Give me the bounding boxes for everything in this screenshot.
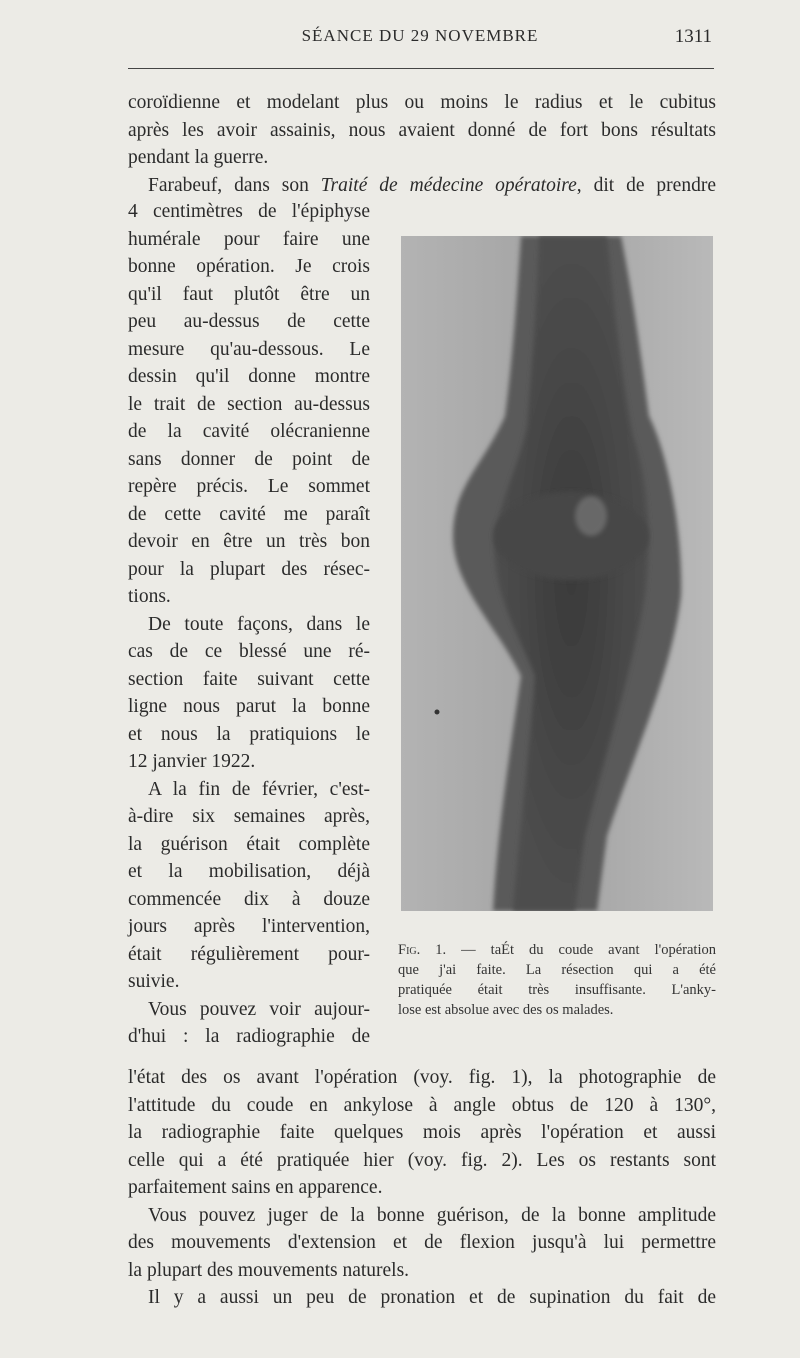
text-line: celle qui a été pratiquée hier (voy. fig. 2). Les os restants sont: [128, 1149, 716, 1171]
text-line: était régulièrement pour-: [128, 943, 370, 965]
text-line: et nous la pratiquions le: [128, 723, 370, 745]
left-column-text: [128, 198, 370, 1051]
text-line: sans donner de point de: [128, 448, 370, 470]
running-title: SÉANCE DU 29 NOVEMBRE: [301, 26, 539, 45]
text-line: la guérison était complète: [128, 833, 370, 855]
text-line: l'état des os avant l'opération (voy. fig. 1), la photographie de: [128, 1067, 716, 1088]
text-line: à-dire six semaines après,: [128, 806, 370, 827]
text-line: bonne opération. Je crois: [128, 256, 370, 277]
caption-text: — taÉt du coude avant l'opération: [446, 942, 716, 958]
text-line: l'attitude du coude en ankylose à angle obtus de 120 à 130°,: [128, 1094, 716, 1116]
figure-caption: [398, 940, 716, 1020]
text-line: après les avoir assainis, nous avaient donné de fort bons résultats: [128, 119, 716, 141]
text-line: humérale pour faire une: [128, 228, 370, 250]
text-line: mesure qu'au-dessous. Le: [128, 338, 370, 360]
caption-line: pratiquée était très insuffisante. L'anky-: [398, 982, 716, 998]
book-title: Traité de médecine opératoire: [320, 174, 577, 196]
running-header: [128, 26, 712, 50]
text-line: et la mobilisation, déjà: [128, 861, 370, 882]
opening-paragraph: [128, 89, 716, 199]
text-line: ligne nous parut la bonne: [128, 696, 370, 717]
text-line: De toute façons, dans le: [148, 613, 370, 635]
text-line: devoir en être un très bon: [128, 531, 370, 552]
text-line: la radiographie faite quelques mois après l'opération et aussi: [128, 1122, 716, 1143]
text-line: coroïdienne et modelant plus ou moins le radius et le cubitus: [128, 92, 716, 113]
text-line: dessin qu'il donne montre: [128, 366, 370, 387]
text-line: de la cavité olécranienne: [128, 421, 370, 442]
radiograph-figure: [401, 236, 713, 911]
text-line: de cette cavité me paraît: [128, 503, 370, 525]
text-line: commencée dix à douze: [128, 888, 370, 910]
text-line: la plupart des mouvements naturels.: [128, 1259, 410, 1281]
text-line: pendant la guerre.: [128, 147, 269, 168]
text-line: peu au-dessus de cette: [128, 311, 370, 332]
text-line: Vous pouvez voir aujour-: [148, 998, 370, 1020]
text-line: A la fin de février, c'est-: [148, 778, 370, 800]
text-line: 12 janvier 1922.: [128, 751, 256, 772]
text-line: section faite suivant cette: [128, 668, 370, 690]
text-line: le trait de section au-dessus: [128, 393, 370, 415]
page-number: 1311: [674, 26, 712, 47]
text-line: qu'il faut plutôt être un: [128, 283, 370, 305]
text-line: tions.: [128, 586, 171, 607]
text-line: repère précis. Le sommet: [128, 476, 370, 497]
radiograph-image: [401, 236, 713, 911]
text-line: d'hui : la radiographie de: [128, 1026, 370, 1047]
farabeuf-line: [128, 172, 716, 200]
text-line: Il y a aussi un peu de pronation et de supination du fait de: [148, 1287, 716, 1308]
text-line: Vous pouvez juger de la bonne guérison, de la bonne amplitude: [148, 1204, 716, 1226]
caption-line: que j'ai faite. La résection qui a été: [398, 962, 716, 978]
text-line: jours après l'intervention,: [128, 916, 370, 937]
header-rule: [128, 68, 714, 69]
caption-line: [398, 940, 716, 960]
closing-paragraphs: [128, 1064, 716, 1312]
text-line: des mouvements d'extension et de flexion jusqu'à lui permettre: [128, 1232, 716, 1253]
text-line: 4 centimètres de l'épiphyse: [128, 201, 370, 222]
farabeuf-after: , dit de prendre: [576, 174, 716, 196]
caption-line: lose est absolue avec des os malades.: [398, 1002, 614, 1018]
farabeuf-before: Farabeuf, dans son: [148, 174, 321, 196]
text-line: cas de ce blessé une ré-: [128, 641, 370, 662]
text-line: suivie.: [128, 971, 180, 992]
text-line: parfaitement sains en apparence.: [128, 1177, 383, 1198]
text-line: pour la plupart des résec-: [128, 558, 370, 580]
caption-figure-label: Fig. 1.: [398, 942, 447, 958]
